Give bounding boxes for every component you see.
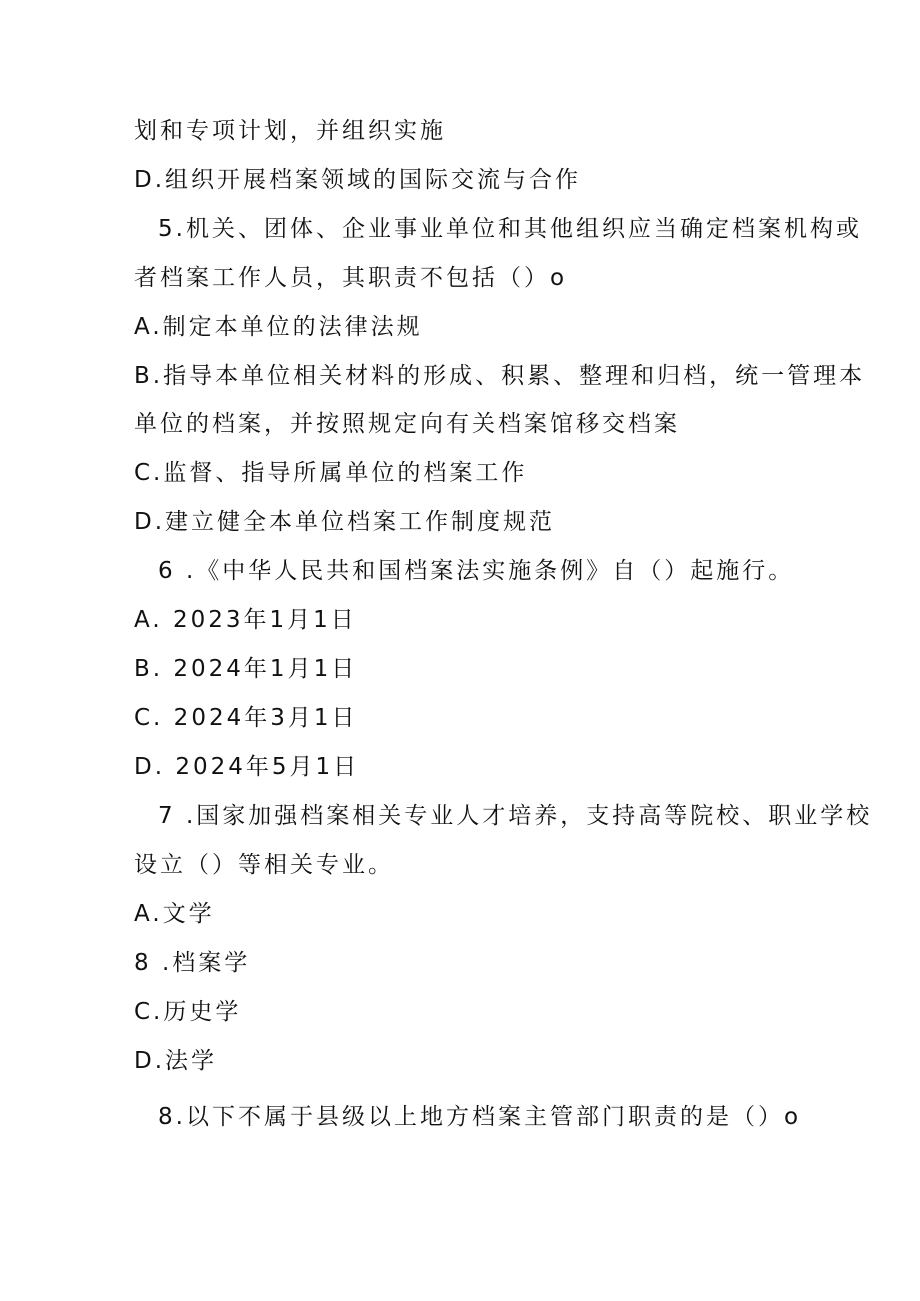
question-7: 7 .国家加强档案相关专业人才培养，支持高等院校、职业学校 <box>158 803 873 829</box>
text-line: 划和专项计划，并组织实施 <box>134 118 446 144</box>
question-5: 5.机关、团体、企业事业单位和其他组织应当确定档案机构或 <box>158 216 862 242</box>
option-a: A. 2023年1月1日 <box>134 607 357 633</box>
option-a: A.文学 <box>134 901 215 927</box>
question-7-continued: 设立（）等相关专业。 <box>134 852 394 878</box>
question-5-continued: 者档案工作人员，其职责不包括（）o <box>134 265 568 291</box>
option-b: 8 .档案学 <box>134 950 251 976</box>
option-b-continued: 单位的档案，并按照规定向有关档案馆移交档案 <box>134 411 680 437</box>
option-d: D. 2024年5月1日 <box>134 754 360 780</box>
option-d: D.建立健全本单位档案工作制度规范 <box>134 509 556 535</box>
question-6: 6 .《中华人民共和国档案法实施条例》自（）起施行。 <box>158 558 795 584</box>
option-b: B.指导本单位相关材料的形成、积累、整理和归档，统一管理本 <box>134 363 866 389</box>
option-b: B. 2024年1月1日 <box>134 656 358 682</box>
option-d: D.组织开展档案领域的国际交流与合作 <box>134 167 582 193</box>
option-c: C.历史学 <box>134 999 242 1025</box>
option-c: C.监督、指导所属单位的档案工作 <box>134 460 528 486</box>
option-a: A.制定本单位的法律法规 <box>134 314 423 340</box>
question-8: 8.以下不属于县级以上地方档案主管部门职责的是（）o <box>158 1104 802 1130</box>
option-d: D.法学 <box>134 1048 218 1074</box>
option-c: C. 2024年3月1日 <box>134 705 358 731</box>
